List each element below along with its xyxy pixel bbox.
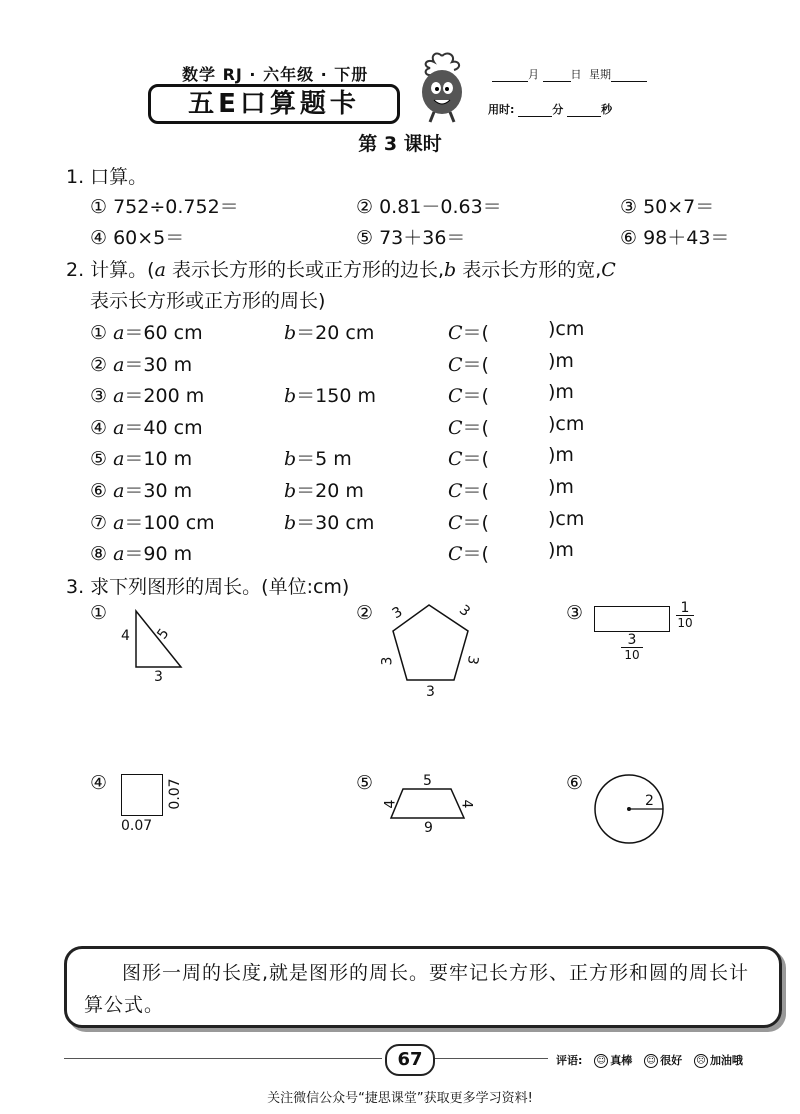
fig3-width-label: 3 10 (621, 633, 643, 662)
date-field[interactable]: 月 日 星期 (492, 66, 647, 82)
fig2-number: ② (356, 602, 374, 624)
answer-blank[interactable] (498, 320, 546, 342)
bottom-note: 关注微信公众号“捷思课堂”获取更多学习资料! (267, 1091, 533, 1106)
footer-divider (64, 1058, 382, 1059)
q2-row-b: b＝5 m (284, 448, 352, 470)
fig1-number: ① (90, 602, 108, 624)
fig5-left-label: 4 (382, 799, 399, 809)
fig4-right-label: 0.07 (167, 778, 183, 810)
q2-row-a: ⑦ a＝100 cm (90, 512, 215, 534)
mascot-illustration (412, 50, 472, 126)
q1-item: ③ 50×7＝ (620, 196, 715, 218)
q2-row-unit: )cm (548, 413, 585, 435)
q2-row-c: C＝( (448, 417, 489, 439)
lesson-title: 第 3 课时 (358, 133, 442, 155)
fig1-left-label: 4 (121, 628, 130, 644)
q2-row-a: ② a＝30 m (90, 354, 193, 376)
fig2-side-label: 3 (463, 654, 482, 666)
q1-item: ① 752÷0.752＝ (90, 196, 239, 218)
great-face-icon[interactable]: ☺ (594, 1054, 608, 1068)
answer-blank[interactable] (498, 415, 546, 437)
q3-title: 3. 求下列图形的周长。(单位:cm) (66, 576, 350, 598)
q2-row-a: ⑧ a＝90 m (90, 543, 193, 565)
fig5-bottom-label: 9 (424, 820, 433, 836)
fig5-right-label: 4 (458, 799, 475, 809)
q2-row-c: C＝( (448, 543, 489, 565)
q1-item: ④ 60×5＝ (90, 227, 185, 249)
q1-item: ⑥ 98＋43＝ (620, 227, 730, 249)
fig2-side-label: 3 (379, 656, 396, 666)
q2-row-unit: )m (548, 539, 574, 561)
q2-row-unit: )m (548, 381, 574, 403)
fig2-side-label: 3 (455, 602, 474, 620)
q2-row-a: ① a＝60 cm (90, 322, 203, 344)
fig3-height-label: 1 10 (677, 600, 693, 630)
fig4-bottom-label: 0.07 (121, 818, 153, 834)
book-subtitle: 数学 RJ · 六年级 · 下册 (182, 65, 369, 84)
q2-row-c: C＝( (448, 385, 489, 407)
q2-row-b: b＝150 m (284, 385, 376, 407)
q2-row-a: ⑤ a＝10 m (90, 448, 193, 470)
time-field[interactable]: 用时: 分 秒 (488, 103, 613, 116)
q2-title-cont: 表示长方形或正方形的周长) (90, 290, 326, 312)
q2-row-unit: )m (548, 444, 574, 466)
fig6-radius-label: 2 (645, 793, 654, 809)
fig1-hyp-label: 5 (154, 625, 173, 643)
rating-bar: 评语: ☺ 真棒 ☺ 很好 ☹ 加油哦 (556, 1054, 743, 1067)
q2-row-unit: )cm (548, 318, 585, 340)
q2-row-c: C＝( (448, 322, 489, 344)
q2-row-a: ④ a＝40 cm (90, 417, 203, 439)
q2-row-a: ③ a＝200 m (90, 385, 205, 407)
q2-title: 2. 计算。(a 表示长方形的长或正方形的边长,b 表示长方形的宽,C (66, 259, 616, 281)
fig4-number: ④ (90, 772, 108, 794)
cheer-face-icon[interactable]: ☹ (694, 1054, 708, 1068)
fig3-number: ③ (566, 602, 584, 624)
fig6-number: ⑥ (566, 772, 584, 794)
answer-blank[interactable] (498, 510, 546, 532)
answer-blank[interactable] (498, 352, 546, 374)
q2-row-b: b＝20 cm (284, 322, 375, 344)
q2-row-unit: )m (548, 476, 574, 498)
banner-title: 五E口算题卡 (148, 84, 400, 124)
fig2-side-label: 3 (389, 603, 406, 623)
q2-row-unit: )m (548, 350, 574, 372)
answer-blank[interactable] (498, 446, 546, 468)
q2-row-c: C＝( (448, 512, 489, 534)
good-face-icon[interactable]: ☺ (644, 1054, 658, 1068)
q2-row-a: ⑥ a＝30 m (90, 480, 193, 502)
fig1-bottom-label: 3 (154, 669, 163, 685)
answer-blank[interactable] (498, 383, 546, 405)
page-number: 67 (385, 1044, 435, 1076)
q2-row-c: C＝( (448, 354, 489, 376)
circle-figure (592, 772, 666, 846)
rectangle-figure (594, 606, 670, 632)
q2-row-c: C＝( (448, 480, 489, 502)
answer-blank[interactable] (498, 478, 546, 500)
q1-item: ② 0.81－0.63＝ (356, 196, 502, 218)
answer-blank[interactable] (498, 541, 546, 563)
q2-row-b: b＝20 m (284, 480, 364, 502)
q1-title: 1. 口算。 (66, 166, 148, 188)
square-figure (121, 774, 163, 816)
q2-row-unit: )cm (548, 508, 585, 530)
tip-text: 图形一周的长度,就是图形的周长。要牢记长方形、正方形和圆的周长计算公式。 (84, 962, 750, 1016)
fig5-top-label: 5 (423, 773, 432, 789)
fig5-number: ⑤ (356, 772, 374, 794)
fig2-side-label: 3 (426, 684, 435, 700)
q2-row-b: b＝30 cm (284, 512, 375, 534)
footer-divider (434, 1058, 548, 1059)
q1-item: ⑤ 73＋36＝ (356, 227, 466, 249)
q2-row-c: C＝( (448, 448, 489, 470)
